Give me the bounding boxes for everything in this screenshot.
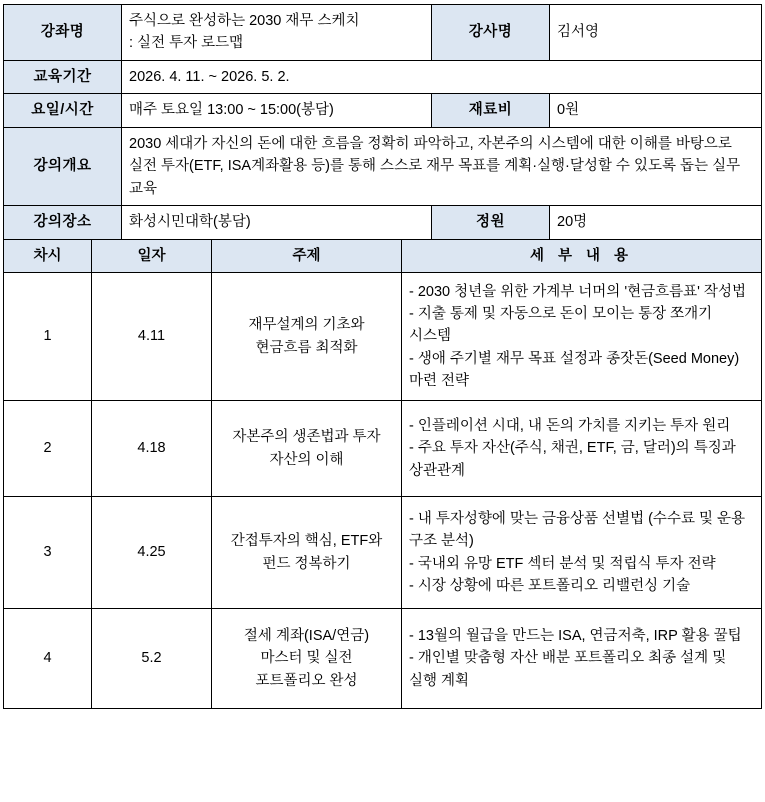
- detail-line: - 인플레이션 시대, 내 돈의 가치를 지키는 투자 원리: [409, 418, 731, 435]
- course-name-line-2: : 실전 투자 로드맵: [129, 35, 244, 52]
- label-capacity: 정원: [432, 206, 550, 239]
- session-details: [402, 609, 762, 709]
- detail-line: - 개인별 맞춤형 자산 배분 포트폴리오 최종 설계 및 실행 계획: [409, 650, 727, 689]
- session-date: 4.25: [92, 497, 212, 609]
- schedule-table: [3, 239, 762, 709]
- course-table: [3, 4, 762, 240]
- topic-line: 자본주의 생존법과 투자: [232, 429, 381, 446]
- detail-line: - 주요 투자 자산(주식, 채권, ETF, 금, 달러)의 특징과 상관관계: [409, 440, 736, 479]
- topic-line: 절세 계좌(ISA/연금): [243, 628, 370, 645]
- session-topic: [212, 609, 402, 709]
- detail-line: - 내 투자성향에 맞는 금융상품 선별법 (수수료 및 운용 구조 분석): [409, 510, 746, 550]
- session-number: 3: [4, 497, 92, 609]
- session-date: 4.11: [92, 273, 212, 401]
- session-number: 2: [4, 401, 92, 497]
- label-material-fee: 재료비: [432, 94, 550, 127]
- value-course-name: [122, 5, 432, 61]
- label-course-name: 강좌명: [4, 5, 122, 61]
- detail-line: - 시장 상황에 따른 포트폴리오 리밸런싱 기술: [409, 578, 691, 595]
- table-row: [4, 497, 762, 609]
- session-number: 4: [4, 609, 92, 709]
- detail-line: - 13월의 월급을 만드는 ISA, 연금저축, IRP 활용 꿀팁: [409, 628, 742, 645]
- session-details: [402, 401, 762, 497]
- topic-line: 펀드 정복하기: [262, 555, 351, 572]
- label-instructor: 강사명: [432, 5, 550, 61]
- value-instructor: 김서영: [550, 5, 762, 61]
- schedule-header-row: [4, 239, 762, 272]
- value-capacity: 20명: [550, 206, 762, 239]
- session-details: [402, 497, 762, 609]
- topic-line: 자산의 이해: [269, 451, 344, 468]
- session-topic: [212, 401, 402, 497]
- row-place: [4, 206, 762, 239]
- session-details: [402, 273, 762, 401]
- topic-line: 현금흐름 최적화: [255, 339, 358, 356]
- course-name-line-1: 주식으로 완성하는 2030 재무 스케치: [129, 13, 360, 29]
- topic-line: 포트폴리오 완성: [255, 672, 358, 689]
- label-overview: 강의개요: [4, 127, 122, 205]
- row-day-time: [4, 94, 762, 127]
- topic-line: 재무설계의 기초와: [248, 317, 365, 334]
- label-place: 강의장소: [4, 206, 122, 239]
- label-period: 교육기간: [4, 60, 122, 93]
- detail-line: - 생애 주기별 재무 목표 설정과 종잣돈(Seed Money) 마련 전략: [409, 350, 740, 390]
- session-topic: [212, 497, 402, 609]
- header-date: 일자: [92, 239, 212, 272]
- row-overview: [4, 127, 762, 205]
- detail-line: - 2030 청년을 위한 가계부 너머의 '현금흐름표' 작성법: [409, 283, 746, 300]
- topic-line: 마스터 및 실전: [260, 650, 353, 667]
- value-overview: 2030 세대가 자신의 돈에 대한 흐름을 정확히 파악하고, 자본주의 시스템에 대한 이해를 바탕으로 실전 투자(ETF, ISA계좌활용 등)를 통해 스스로 재무 목표를 계획·실행·달성할 수 있도록 돕는 실무 교육: [122, 127, 762, 205]
- row-course-name: [4, 5, 762, 61]
- detail-line: - 국내외 유망 ETF 섹터 분석 및 적립식 투자 전략: [409, 555, 716, 572]
- value-period: 2026. 4. 11. ~ 2026. 5. 2.: [122, 60, 762, 93]
- row-period: [4, 60, 762, 93]
- label-day-time: 요일/시간: [4, 94, 122, 127]
- value-material-fee: 0원: [550, 94, 762, 127]
- table-row: [4, 401, 762, 497]
- table-row: [4, 609, 762, 709]
- table-row: [4, 273, 762, 401]
- value-place: 화성시민대학(봉담): [122, 206, 432, 239]
- session-date: 4.18: [92, 401, 212, 497]
- header-topic: 주제: [212, 239, 402, 272]
- header-session: 차시: [4, 239, 92, 272]
- topic-line: 간접투자의 핵심, ETF와: [230, 533, 383, 550]
- session-topic: [212, 273, 402, 401]
- header-detail: 세 부 내 용: [402, 239, 762, 272]
- session-date: 5.2: [92, 609, 212, 709]
- detail-line: - 지출 통제 및 자동으로 돈이 모이는 통장 쪼개기 시스템: [409, 306, 713, 345]
- session-number: 1: [4, 273, 92, 401]
- value-day-time: 매주 토요일 13:00 ~ 15:00(봉담): [122, 94, 432, 127]
